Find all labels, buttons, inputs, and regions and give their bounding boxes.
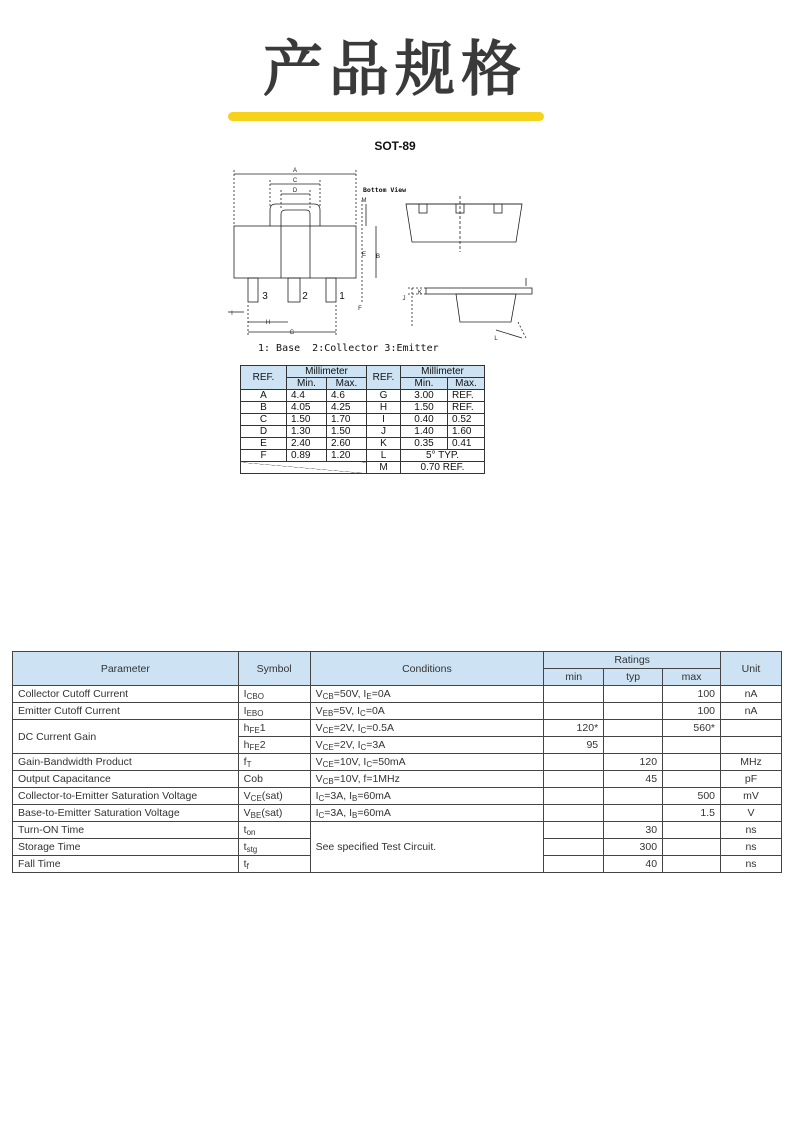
conditions-cell [310,737,544,754]
parameter-cell: Collector Cutoff Current [13,686,239,703]
parameter-cell: Turn-ON Time [13,822,239,839]
symbol-subscript: FE [249,743,260,752]
symbol-suffix: (sat) [261,790,283,802]
title-underline [228,112,544,121]
ref-cell: F [241,450,287,462]
unit-cell: ns [721,822,782,839]
condition-text: =3A, I [324,790,353,802]
table-row [241,450,485,462]
condition-subscript: CB [322,692,334,701]
table-row [13,788,782,805]
table-row [13,703,782,720]
dim-label-b: B [375,254,381,260]
unit-cell: V [721,805,782,822]
min-cell [544,754,604,771]
ref-cell: L [367,450,401,462]
table-row [13,822,782,839]
condition-text: =3A, I [324,807,353,819]
max-header: max [663,669,721,686]
min-cell [544,703,604,720]
ref-cell: B [241,402,287,414]
max-cell [663,771,721,788]
conditions-cell [310,703,544,720]
min-cell: 1.30 [287,426,327,438]
ref-cell: D [241,426,287,438]
conditions-cell [310,720,544,737]
symbol-main: f [243,756,247,768]
unit-cell: nA [721,686,782,703]
min-cell: 1.50 [287,414,327,426]
symbol-cell [238,754,310,771]
symbol-main: t [243,824,247,836]
conditions-cell [310,805,544,822]
condition-text: V [315,773,323,785]
min-cell: 0.89 [287,450,327,462]
typ-cell: 45 [604,771,663,788]
unit-cell: MHz [721,754,782,771]
condition-text: =3A [366,739,386,751]
symbol-subscript: f [246,862,249,871]
min-cell [544,771,604,788]
table-row [13,805,782,822]
condition-text: I [315,807,319,819]
condition-text: =60mA [357,807,391,819]
unit-cell [721,720,782,737]
min-header: min [544,669,604,686]
pin-legend: 1: Base 2:Collector 3:Emitter [258,343,439,354]
dim-label-m: M [361,198,367,204]
table-row [13,686,782,703]
condition-text: =2V, I [333,722,361,734]
symbol-subscript: T [246,760,252,769]
condition-subscript: E [366,692,372,701]
condition-subscript: C [318,811,325,820]
symbol-cell [238,788,310,805]
condition-text: =50mA [372,756,406,768]
max-cell: 500 [663,788,721,805]
condition-text: V [315,756,323,768]
condition-text: =0A [371,688,391,700]
typ-cell [604,720,663,737]
condition-text: =0.5A [366,722,395,734]
symbol-main: h [243,722,250,734]
min-cell: 0.35 [401,438,448,450]
max-cell [663,856,721,873]
dim-label-k: K [417,290,423,296]
table-row [241,462,485,474]
parameter-header: Parameter [13,652,239,686]
pin-label-1: 1 [339,291,345,302]
symbol-main: I [243,688,247,700]
dim-label-j: J [402,296,406,302]
max-cell [663,754,721,771]
max-cell: 4.25 [327,402,367,414]
table-row [13,771,782,788]
condition-subscript: C [360,709,366,718]
typ-cell: 120 [604,754,663,771]
symbol-cell [238,771,310,788]
symbol-subscript: FE [249,726,260,735]
symbol-suffix: 1 [259,722,266,734]
symbol-main: V [243,807,251,819]
conditions-cell [310,771,544,788]
typ-cell [604,703,663,720]
empty-diagonal-cell [241,462,367,474]
min-cell [544,839,604,856]
condition-subscript: C [318,794,325,803]
typ-cell [604,805,663,822]
ref-cell: I [367,414,401,426]
condition-text: =0A [365,705,385,717]
min-cell: 120* [544,720,604,737]
max-cell: 0.52 [448,414,485,426]
typ-cell [604,737,663,754]
table-row [241,402,485,414]
table-row [241,426,485,438]
parameter-cell: Storage Time [13,839,239,856]
typ-header: typ [604,669,663,686]
symbol-subscript: BE [250,811,262,820]
condition-subscript: CB [322,777,334,786]
symbol-main: V [243,790,251,802]
ref-header-2: REF. [367,366,401,390]
max-cell: 1.50 [327,426,367,438]
ref-cell: M [367,462,401,474]
table-row [241,414,485,426]
max-cell: 1.70 [327,414,367,426]
conditions-cell [310,686,544,703]
condition-subscript: C [360,743,367,752]
max-cell: 1.5 [663,805,721,822]
symbol-suffix: 2 [259,739,266,751]
min-cell [544,856,604,873]
ref-cell: G [367,390,401,402]
dim-label-c: C [292,178,298,184]
max-cell: 560* [663,720,721,737]
symbol-cell [238,805,310,822]
dim-label-g: G [289,330,295,336]
max-header-2: Max. [448,378,485,390]
conditions-cell [310,788,544,805]
min-cell: 3.00 [401,390,448,402]
condition-subscript: B [352,794,358,803]
ref-cell: K [367,438,401,450]
condition-text: =10V, I [333,756,367,768]
symbol-cell [238,822,310,839]
ref-cell: H [367,402,401,414]
max-cell [663,737,721,754]
package-drawing [226,160,546,360]
condition-subscript: C [366,760,373,769]
condition-subscript: EB [322,709,334,718]
symbol-cell [238,686,310,703]
condition-subscript: CE [322,760,334,769]
table-row [241,438,485,450]
min-cell: 4.4 [287,390,327,402]
condition-text: I [315,790,319,802]
symbol-subscript: on [246,828,256,837]
unit-cell: ns [721,839,782,856]
ratings-header: Ratings [544,652,721,669]
dim-label-a: A [292,168,298,174]
typ-cell: 30 [604,822,663,839]
min-cell [544,788,604,805]
conditions-header: Conditions [310,652,544,686]
parameter-cell: Output Capacitance [13,771,239,788]
unit-cell: nA [721,703,782,720]
dimension-table [240,365,485,474]
min-cell: 1.50 [401,402,448,414]
ref-header: REF. [241,366,287,390]
dim-label-l: L [494,336,498,342]
parameter-cell: Base-to-Emitter Saturation Voltage [13,805,239,822]
max-cell: 1.20 [327,450,367,462]
max-cell: 100 [663,703,721,720]
dim-label-d: D [292,188,298,194]
parameter-cell: Emitter Cutoff Current [13,703,239,720]
symbol-cell [238,839,310,856]
parameter-cell: Gain-Bandwidth Product [13,754,239,771]
min-cell: 1.40 [401,426,448,438]
condition-subscript: B [352,811,358,820]
ref-cell: A [241,390,287,402]
parameter-cell: Fall Time [13,856,239,873]
ref-cell: J [367,426,401,438]
condition-text: =2V, I [333,739,361,751]
max-cell [663,822,721,839]
typ-cell [604,788,663,805]
electrical-table [12,651,782,873]
symbol-cell [238,720,310,737]
millimeter-header-2: Millimeter [401,366,485,378]
symbol-subscript: CBO [246,692,264,701]
max-cell: 4.6 [327,390,367,402]
min-header-2: Min. [401,378,448,390]
min-cell [544,686,604,703]
condition-text: =60mA [357,790,391,802]
table-row [13,754,782,771]
symbol-subscript: stg [246,845,258,854]
max-cell: 2.60 [327,438,367,450]
parameter-cell: Collector-to-Emitter Saturation Voltage [13,788,239,805]
min-cell: 0.40 [401,414,448,426]
max-cell: REF. [448,402,485,414]
typ-cell [604,686,663,703]
max-cell: 0.41 [448,438,485,450]
symbol-subscript: EBO [246,709,264,718]
condition-subscript: CE [322,726,334,735]
max-cell: 100 [663,686,721,703]
min-cell: 2.40 [287,438,327,450]
dim-label-f: F [358,306,362,312]
symbol-cell [238,703,310,720]
symbol-cell [238,737,310,754]
symbol-main: Cob [243,773,263,785]
dim-label-i: I [231,311,233,317]
condition-text: =10V, f=1MHz [333,773,400,785]
min-header: Min. [287,378,327,390]
symbol-main: I [243,705,247,717]
min-cell [544,805,604,822]
package-name: SOT-89 [374,139,416,153]
dim-label-h: H [265,320,271,326]
pin-label-2: 2 [302,291,308,302]
dim-label-e: E [361,252,367,258]
ref-cell: C [241,414,287,426]
unit-cell: mV [721,788,782,805]
ref-value-cell: 0.70 REF. [401,462,485,474]
table-row [13,720,782,737]
condition-text: V [315,722,323,734]
pin-label-3: 3 [262,291,268,302]
symbol-cell [238,856,310,873]
ref-cell: E [241,438,287,450]
symbol-main: t [243,858,247,870]
unit-cell: ns [721,856,782,873]
max-cell: 1.60 [448,426,485,438]
parameter-cell: DC Current Gain [13,720,239,754]
typ-cell: 40 [604,856,663,873]
max-cell [663,839,721,856]
min-cell: 4.05 [287,402,327,414]
symbol-suffix: (sat) [261,807,283,819]
symbol-main: h [243,739,250,751]
condition-text: =50V, I [333,688,367,700]
condition-text: V [315,739,323,751]
conditions-cell [310,754,544,771]
condition-text: V [315,705,323,717]
unit-cell [721,737,782,754]
unit-cell: pF [721,771,782,788]
condition-text: V [315,688,323,700]
min-cell [544,822,604,839]
table-row [241,390,485,402]
page-title: 产品规格 [263,35,527,105]
condition-subscript: C [360,726,367,735]
max-header: Max. [327,378,367,390]
symbol-main: t [243,841,247,853]
shared-condition-cell: See specified Test Circuit. [310,822,544,873]
condition-subscript: CE [322,743,334,752]
symbol-subscript: CE [250,794,262,803]
unit-header: Unit [721,652,782,686]
millimeter-header: Millimeter [287,366,367,378]
typ-cell: 300 [604,839,663,856]
condition-text: =5V, I [333,705,361,717]
symbol-header: Symbol [238,652,310,686]
bottom-view-label: Bottom View [363,186,407,194]
max-cell: REF. [448,390,485,402]
min-cell: 95 [544,737,604,754]
typ-cell: 5° TYP. [401,450,485,462]
